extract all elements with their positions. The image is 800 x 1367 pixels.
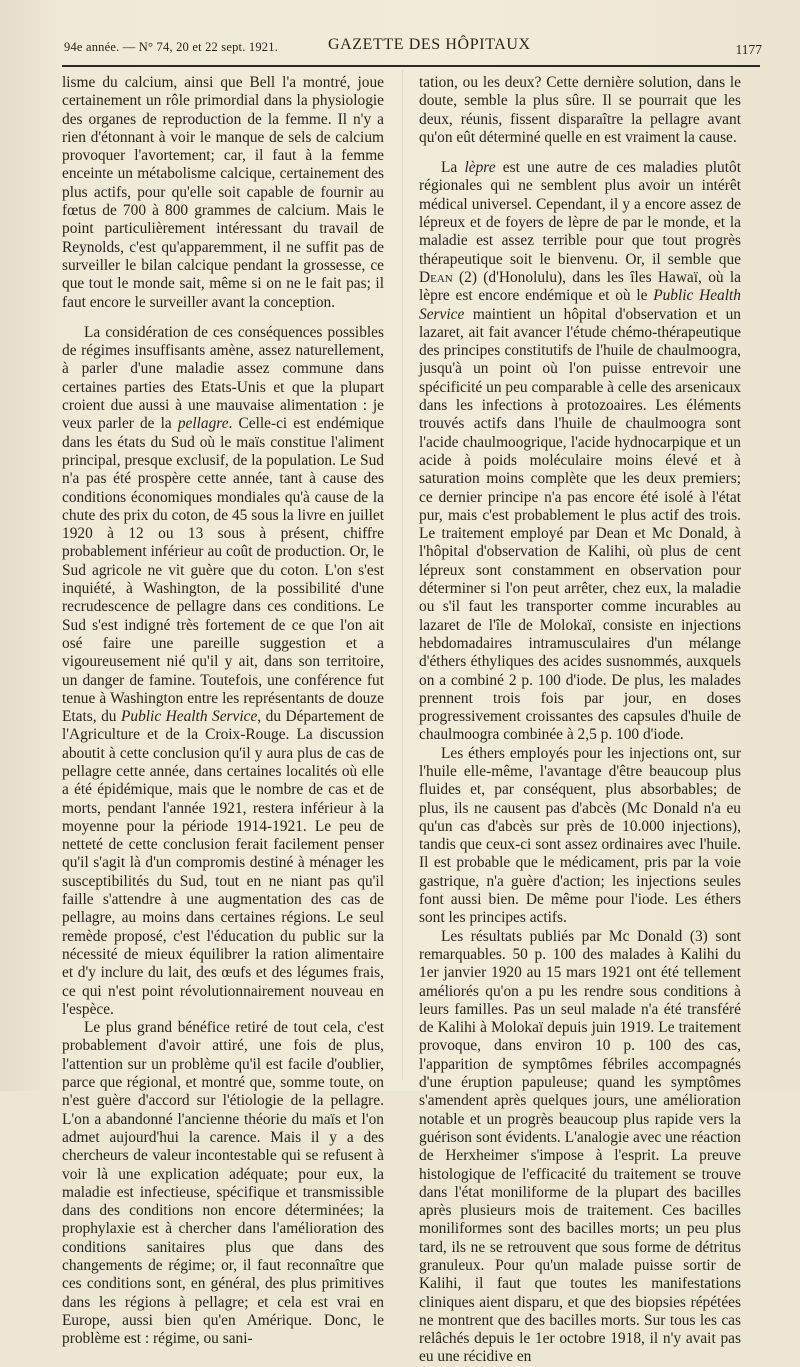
term-public-health-service: Public Health Service: [120, 708, 258, 726]
text-run: maintient un hôpital d'observation et un lazaret, ait fait avancer l'étude chémo-thérapeutique des principes constitutifs de l'huile de chaulmoogra, jusqu'à un point où l'on puisse entrevoir une spécificité un peu comparable à celle des arsenicaux dans les infections à protozoaires. Les éléments trouvés actifs dans l'huile de chaulmoogra sont l'acide chaulmoogrique, l'acide hydnocarpique et un acide à poids moléculaire moins élevé et à saturation moins complète que les deux premiers; ce dernier principe n'a pas encore été isolé à l'état pur, mais c'est probablement le plus actif des trois. Le traitement employé par Dean et Mc Donald, à l'hôpital d'observation de Kalihi, où plus de cent lépreux sont constamment en observation pour déterminer si l'on peut arrêter, chez eux, la maladie ou s'il faut les transporter comme incurables au lazaret de l'île de Molokaï, consiste en injections hebdomadaires intramusculaires d'un mélange d'éthers éthyliques des acides susnommés, auxquels on a combiné 2 p. 100 d'iode. De plus, les malades prennent trois fois par jour, en doses progressivement croissantes des capsules d'huile de chaulmoogra combinée à 2,5 p. 100 d'iode.: [419, 305, 741, 744]
paragraph-lepre: [419, 159, 741, 745]
header-rule: [62, 65, 760, 67]
author-dean: Dean: [419, 268, 453, 286]
text-run: (2) (d'Honolulu), dans les îles Hawaï, où la lèpre est encore endémique et où le: [419, 268, 741, 305]
issue-info: 94e année. — N° 74, 20 et 22 sept. 1921.: [64, 40, 278, 54]
paragraph: Le plus grand bénéfice retiré de tout cela, c'est probablement d'avoir attiré, une fois de plus, l'attention sur un problème qu'il est facile d'oublier, parce que régional, et montré que, somme toute, on n'est guère d'accord sur l'étiologie de la pellagre. L'on a abandonné l'ancienne théorie du maïs et l'on admet aujourd'hui la carence. Mais il y a des chercheurs de valeur incontestable qui se refusent à voir là une explication adéquate; pour eux, la maladie est infectieuse, spécifique et transmissible dans des conditions non encore déterminées; la prophylaxie est à chercher dans l'amélioration des conditions sanitaires plus que dans des changements de régime; or, il faut reconnaître que ces conditions sont, en général, des plus primitives dans les régions à pellagre; et cela est vrai en Europe, aussi bien qu'en Amérique. Donc, le problème est : régime, ou sani-: [62, 1019, 384, 1348]
paragraph: lisme du calcium, ainsi que Bell l'a montré, joue certainement un rôle primordial dans la physiologie des organes de reproduction de la femme. Il n'y a rien d'étonnant à voir le manque de sels de calcium provoquer l'avortement; car, il faut à la femme enceinte un métabolisme calcique, certainement des plus actifs, pour qu'elle soit capable de fournir au fœtus de 700 à 800 grammes de calcium. Mais le point particulièrement intéressant du travail de Reynolds, c'est qu'apparemment, il ne suffit pas de surveiller le bilan calcique pendant la grossesse, ce que tout le monde sait, même si on ne le fait pas; il faut encore le surveiller avant la conception.: [62, 74, 384, 311]
paragraph: Les éthers employés pour les injections ont, sur l'huile elle-même, l'avantage d'être beaucoup plus fluides et, par conséquent, plus absorbables; de plus, ils ne causent pas d'abcès (Mc Donald n'a eu qu'un cas d'abcès sur près de 10.000 injections), tandis que ceux-ci sont assez ordinaires avec l'huile. Il est probable que le médicament, pris par la voie gastrique, n'a guère d'action; les injections seules font aussi bien. De même pour l'iode. Les éthers sont les principes actifs.: [419, 744, 741, 927]
journal-title: GAZETTE DES HÔPITAUX: [328, 36, 531, 53]
running-header: [62, 36, 762, 58]
term-public-health-service: Public Health Service: [419, 287, 741, 323]
text-run: est une autre de ces maladies plutôt régionales qui ne semblent plus avoir un intérêt médical universel. Cependant, il y a encore assez de lépreux et de foyers de lèpre de par le monde, et la maladie est assez terrible pour que tout progrès thérapeutique soit le bienvenu. Or, il semble que: [419, 159, 741, 268]
text-run: La: [441, 159, 465, 177]
paragraph-pellagre: [62, 324, 384, 1019]
text-run: , du Département de l'Agriculture et de la Croix-Rouge. La discussion aboutit à cette conclusion qu'il y aura plus de cas de pellagre cette année, dans certaines localités où elle a été épidémique, mais que le nombre de cas et de morts, pendant l'année 1921, restera inférieur à la moyenne pour la période 1914-1921. Le peu de netteté de cette conclusion ferait facilement penser qu'il s'agit là d'un compromis destiné à ménager les susceptibilités du Sud, tout en ne niant pas qu'il faille s'attendre à une augmentation des cas de pellagre, au moins dans certaines régions. Le seul remède proposé, c'est l'éducation du public sur la nécessité de mieux équilibrer la ration alimentaire et d'y inclure du lait, des œufs et des légumes frais, ce qui n'est point révolutionnairement nouveau en l'espèce.: [62, 708, 384, 1018]
term-pellagre: pellagre: [177, 415, 229, 433]
text-run: La considération de ces conséquences possibles de régimes insuffisants amène, assez naturellement, à parler d'une maladie assez commune dans certaines parties des Etats-Unis et que la plupart croient due aussi à une mauvaise alimentation : je veux parler de la: [62, 323, 384, 433]
text-run: . Celle-ci est endémique dans les états du Sud où le maïs constitue l'aliment principal, presque exclusif, de la population. Le Sud n'a pas été prospère cette année, tant à cause des conditions économiques mondiales qu'à cause de la chute des prix du coton, de 45 sous la livre en juillet 1920 à 12 ou 13 sous à présent, chiffre probablement inférieur au coût de production. Or, le Sud agricole ne vit guère que du coton. L'on s'est inquiété, à Washington, de la possibilité d'une recrudescence de pellagre dans ces conditions. Le Sud s'est indigné très fortement de ce que l'on ait osé faire une pareille suggestion et a vigoureusement nié qu'il y ait, dans son territoire, un danger de famine. Toutefois, une conférence fut tenue à Washington entre les représentants de douze Etats, du: [62, 415, 384, 726]
right-column: [419, 74, 741, 1367]
paragraph: Les résultats publiés par Mc Donald (3) sont remarquables. 50 p. 100 des malades à Kalihi du 1er janvier 1920 au 15 mars 1921 ont été tellement améliorés qu'on a pu les rendre sous conditions à leurs familles. Pas un seul malade n'a été transféré de Kalihi à Molokaï depuis juin 1919. Le traitement provoque, dans environ 10 p. 100 des cas, l'apparition de symptômes fébriles accompagnés d'une éruption papuleuse; quand les symptômes s'amendent après quelques jours, une amélioration notable et un progrès beaucoup plus rapide vers la guérison sont évidents. L'analogie avec une réaction de Herxheimer s'impose à l'esprit. La preuve histologique de l'efficacité du traitement se trouve dans l'état moniliforme de la plupart des bacilles après plusieurs mois de traitement. Ces bacilles moniliformes sont des bacilles morts; un peu plus tard, ils ne se retrouvent que sous forme de détritus granuleux. Pour qu'un malade puisse sortir de Kalihi, il faut que toutes les manifestations cliniques aient disparu, et que des biopsies répétées ne montrent que des bacilles morts. Sur tous les cas relâchés depuis le 1er octobre 1918, il n'y avait pas eu une récidive en: [419, 927, 741, 1366]
term-lepre: lèpre: [464, 159, 496, 177]
left-column: [62, 74, 384, 1348]
column-gutter: [402, 70, 403, 1080]
page-number: 1177: [735, 42, 762, 57]
paragraph: tation, ou les deux? Cette dernière solution, dans le doute, semble la plus sûre. Il se pourrait que les deux, réunis, fissent disparaître la pellagre avant qu'on eût déterminé quelle en est vraiment la cause.: [419, 74, 741, 146]
